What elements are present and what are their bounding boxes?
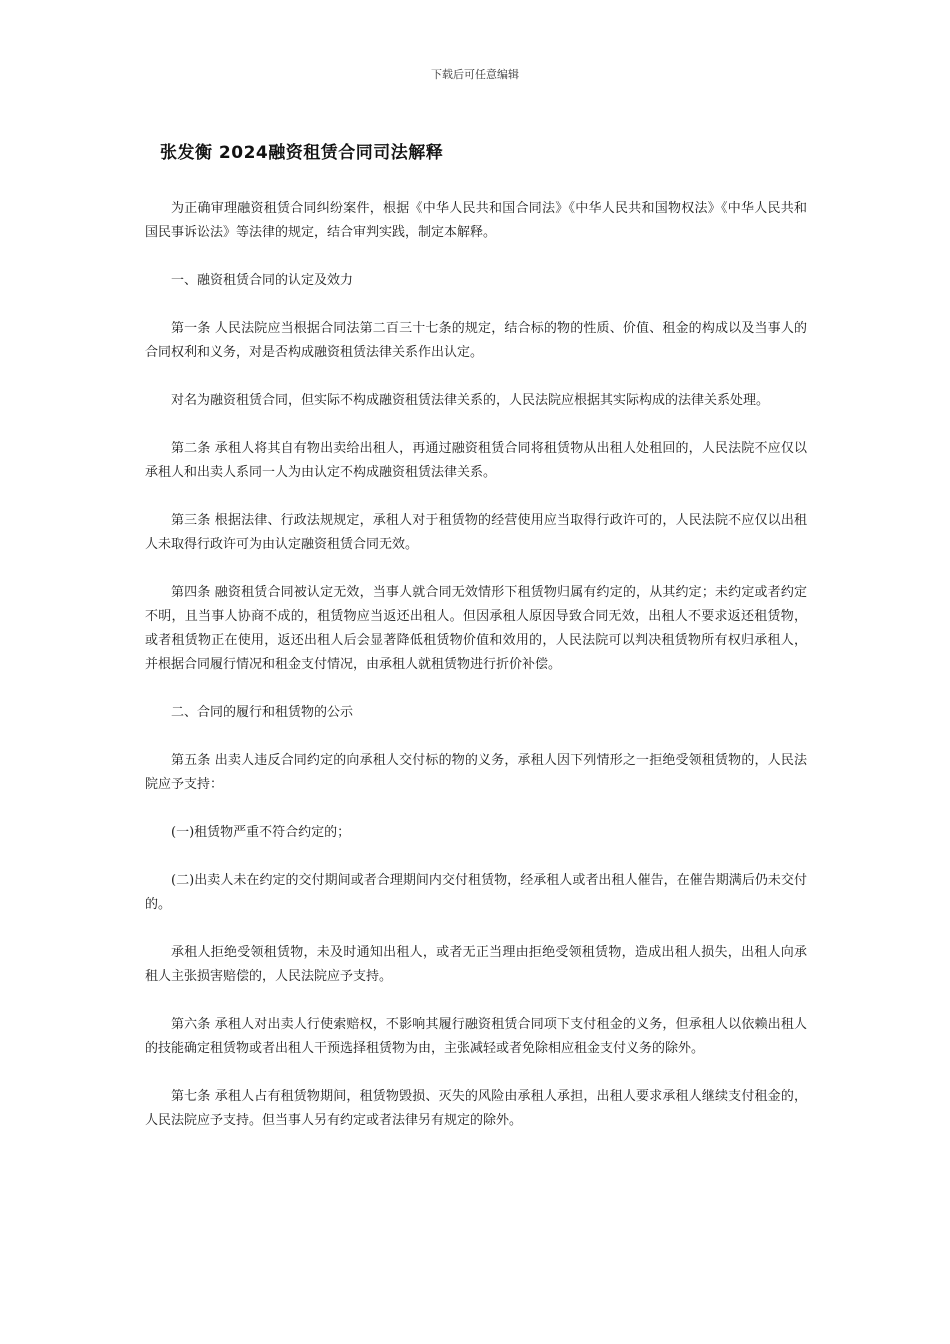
page-header-note: 下载后可任意编辑 xyxy=(431,68,519,81)
article-7-paragraph: 第七条 承租人占有租赁物期间，租赁物毁损、灭失的风险由承租人承担，出租人要求承租人继续支付租金的，人民法院应予支持。但当事人另有约定或者法律另有规定的除外。 xyxy=(145,1089,807,1128)
section-heading-2: 二、合同的履行和租赁物的公示 xyxy=(171,705,354,720)
article-1-paragraph: 第一条 人民法院应当根据合同法第二百三十七条的规定，结合标的物的性质、价值、租金的构成以及当事人的合同权利和义务，对是否构成融资租赁法律关系作出认定。 xyxy=(145,321,807,360)
article-5-item-1: (一)租赁物严重不符合约定的； xyxy=(171,825,351,840)
article-5-clause-paragraph: 承租人拒绝受领租赁物，未及时通知出租人，或者无正当理由拒绝受领租赁物，造成出租人损失，出租人向承租人主张损害赔偿的，人民法院应予支持。 xyxy=(145,945,807,984)
article-5-item-2: (二)出卖人未在约定的交付期间或者合理期间内交付租赁物，经承租人或者出租人催告，在催告期满后仍未交付的。 xyxy=(145,873,807,912)
article-3-paragraph: 第三条 根据法律、行政法规规定，承租人对于租赁物的经营使用应当取得行政许可的，人民法院不应仅以出租人未取得行政许可为由认定融资租赁合同无效。 xyxy=(145,513,807,552)
document-title: 张发衡 2024融资租赁合同司法解释 xyxy=(160,143,444,163)
article-4-paragraph: 第四条 融资租赁合同被认定无效，当事人就合同无效情形下租赁物归属有约定的，从其约定；未约定或者约定不明，且当事人协商不成的，租赁物应当返还出租人。但因承租人原因导致合同无效，出租人不要求返还租赁物，或者租赁物正在使用，返还出租人后会显著降低租赁物价值和效用的，人民法院可以判决租赁物所有权归承租人，并根据合同履行情况和租金支付情况，由承租人就租赁物进行折价补偿。 xyxy=(145,585,807,672)
preamble-paragraph: 为正确审理融资租赁合同纠纷案件，根据《中华人民共和国合同法》《中华人民共和国物权法》《中华人民共和国民事诉讼法》等法律的规定，结合审判实践，制定本解释。 xyxy=(145,201,807,240)
article-1-clause-paragraph: 对名为融资租赁合同，但实际不构成融资租赁法律关系的，人民法院应根据其实际构成的法律关系处理。 xyxy=(171,393,770,408)
document-body xyxy=(145,197,807,1157)
section-heading-1: 一、融资租赁合同的认定及效力 xyxy=(171,273,354,288)
article-6-paragraph: 第六条 承租人对出卖人行使索赔权，不影响其履行融资租赁合同项下支付租金的义务，但承租人以依赖出租人的技能确定租赁物或者出租人干预选择租赁物为由，主张减轻或者免除相应租金支付义务的除外。 xyxy=(145,1017,807,1056)
article-5-paragraph: 第五条 出卖人违反合同约定的向承租人交付标的物的义务，承租人因下列情形之一拒绝受领租赁物的，人民法院应予支持： xyxy=(145,753,807,792)
article-2-paragraph: 第二条 承租人将其自有物出卖给出租人，再通过融资租赁合同将租赁物从出租人处租回的，人民法院不应仅以承租人和出卖人系同一人为由认定不构成融资租赁法律关系。 xyxy=(145,441,807,480)
